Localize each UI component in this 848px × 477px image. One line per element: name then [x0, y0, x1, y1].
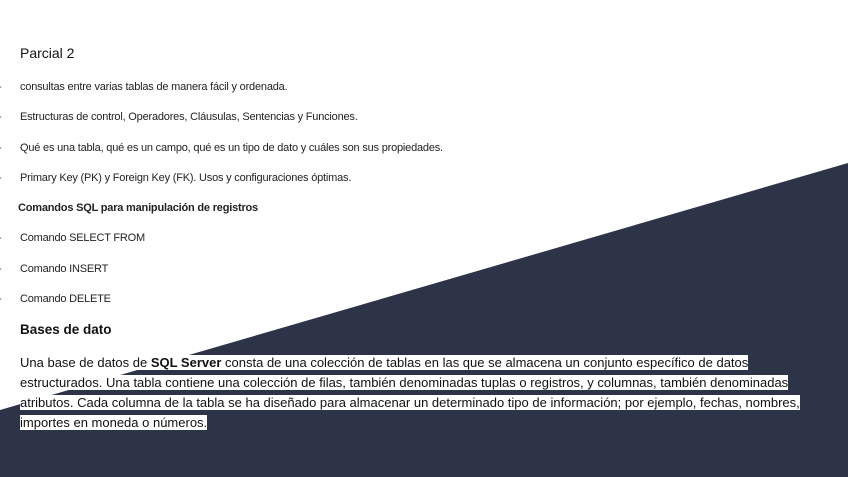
list-bullet — [0, 169, 1, 187]
list-item-text: Comando SELECT FROM — [20, 232, 145, 245]
list-bullet — [0, 108, 1, 126]
list-item-text: Qué es una tabla, qué es un campo, qué es un tipo de dato y cuáles son sus propiedades. — [20, 141, 443, 154]
paragraph-prefix: Una base de datos de — [20, 355, 151, 370]
list-bullet — [0, 290, 1, 308]
list-item-text: consultas entre varias tablas de manera fácil y ordenada. — [20, 81, 288, 93]
list-bullet — [0, 139, 1, 157]
list-subheading-text: Comandos SQL para manipulación de registros — [18, 202, 258, 215]
paragraph-suffix: consta de una colección de tablas en las que se almacena un conjunto específico de datos estructurados. Una tabla contiene una colección de filas, también denominadas tuplas o registros, y columnas, también denominadas atributos. Cada columna de la tabla se ha diseñado para almacenar un determinado tipo de información; por ejemplo, fechas, nombres, importes en moneda o números. — [20, 355, 800, 430]
list-item-text: Primary Key (PK) y Foreign Key (FK). Usos y configuraciones óptimas. — [20, 171, 352, 184]
section-heading: Bases de dato — [20, 322, 112, 337]
list-bullet — [0, 78, 1, 96]
slide-title: Parcial 2 — [20, 45, 75, 61]
list-bullet — [0, 229, 1, 247]
paragraph-highlight — [20, 355, 800, 430]
list-bullet — [0, 260, 1, 278]
paragraph-bold-term: SQL Server — [150, 355, 222, 370]
list-item-text: Comando DELETE — [20, 293, 111, 306]
list-item-text: Estructuras de control, Operadores, Cláusulas, Sentencias y Funciones. — [20, 111, 358, 124]
list-item-text: Comando INSERT — [20, 262, 109, 275]
description-paragraph — [20, 353, 820, 433]
